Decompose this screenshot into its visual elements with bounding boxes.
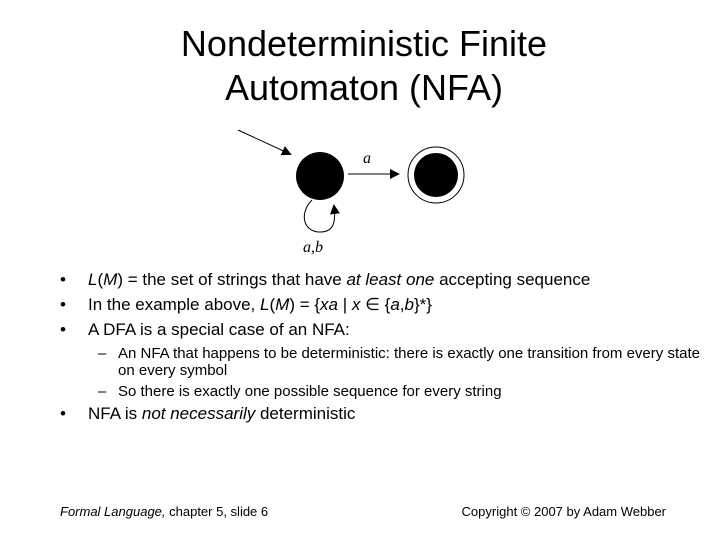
text-L: L bbox=[260, 295, 270, 314]
start-arrow bbox=[238, 130, 290, 154]
bullet-icon: • bbox=[60, 295, 66, 314]
sub-bullet-deterministic bbox=[60, 345, 700, 379]
text-comma: , bbox=[399, 295, 405, 314]
text-sub-deterministic: An NFA that happens to be deterministic: there is exactly one transition from every state on every symbol bbox=[118, 345, 700, 379]
text-b: b bbox=[404, 295, 414, 314]
text-paren: ( bbox=[269, 295, 276, 314]
state-accept-inner bbox=[414, 153, 458, 197]
bullet-example bbox=[60, 295, 700, 314]
bullet-language-definition bbox=[60, 270, 700, 289]
dash-icon: – bbox=[98, 345, 107, 362]
bullet-dfa-special-case bbox=[60, 320, 700, 339]
text-a: a bbox=[390, 295, 400, 314]
bullet-icon: • bbox=[60, 320, 66, 339]
text-dfa-special-case: A DFA is a special case of an NFA: bbox=[88, 320, 350, 339]
loop-label: a,b bbox=[303, 239, 323, 256]
text-at-least-one: at least one bbox=[346, 270, 435, 289]
state-start bbox=[296, 152, 344, 200]
dash-icon: – bbox=[98, 383, 107, 400]
text-sub-one-sequence: So there is exactly one possible sequence for every string bbox=[118, 383, 502, 400]
self-loop-arrow bbox=[304, 200, 334, 232]
title-line-2: Automaton (NFA) bbox=[224, 67, 504, 108]
text-definition: ) = the set of strings that have bbox=[117, 270, 347, 289]
text-bar: | bbox=[338, 295, 352, 314]
title-line-1: Nondeterministic Finite bbox=[180, 23, 548, 64]
text-x: x bbox=[351, 295, 361, 314]
bullet-nfa-not-deterministic bbox=[60, 404, 700, 423]
bullet-list bbox=[60, 270, 700, 429]
footer-book-title: Formal Language, bbox=[60, 504, 166, 519]
transition-label-a: a bbox=[363, 150, 371, 167]
footer-source bbox=[60, 504, 268, 519]
text-L: L bbox=[88, 270, 98, 289]
bullet-icon: • bbox=[60, 404, 66, 423]
bullet-icon: • bbox=[60, 270, 66, 289]
text-example: In the example above, bbox=[88, 295, 261, 314]
text-accepting-sequence: accepting sequence bbox=[434, 270, 591, 289]
text-not-necessarily: not necessarily bbox=[141, 404, 256, 423]
footer-copyright: Copyright © 2007 by Adam Webber bbox=[461, 504, 666, 519]
text-paren: ( bbox=[97, 270, 104, 289]
sub-bullet-one-sequence bbox=[60, 383, 700, 400]
footer-chapter-slide: chapter 5, slide 6 bbox=[165, 504, 269, 519]
text-M: M bbox=[275, 295, 290, 314]
text-element-of: ∈ { bbox=[360, 295, 391, 314]
text-set-open: ) = { bbox=[289, 295, 321, 314]
text-nfa-is: NFA is bbox=[88, 404, 142, 423]
text-xa: xa bbox=[320, 295, 339, 314]
text-set-close: }*} bbox=[414, 295, 432, 314]
text-M: M bbox=[103, 270, 118, 289]
text-deterministic: deterministic bbox=[255, 404, 356, 423]
